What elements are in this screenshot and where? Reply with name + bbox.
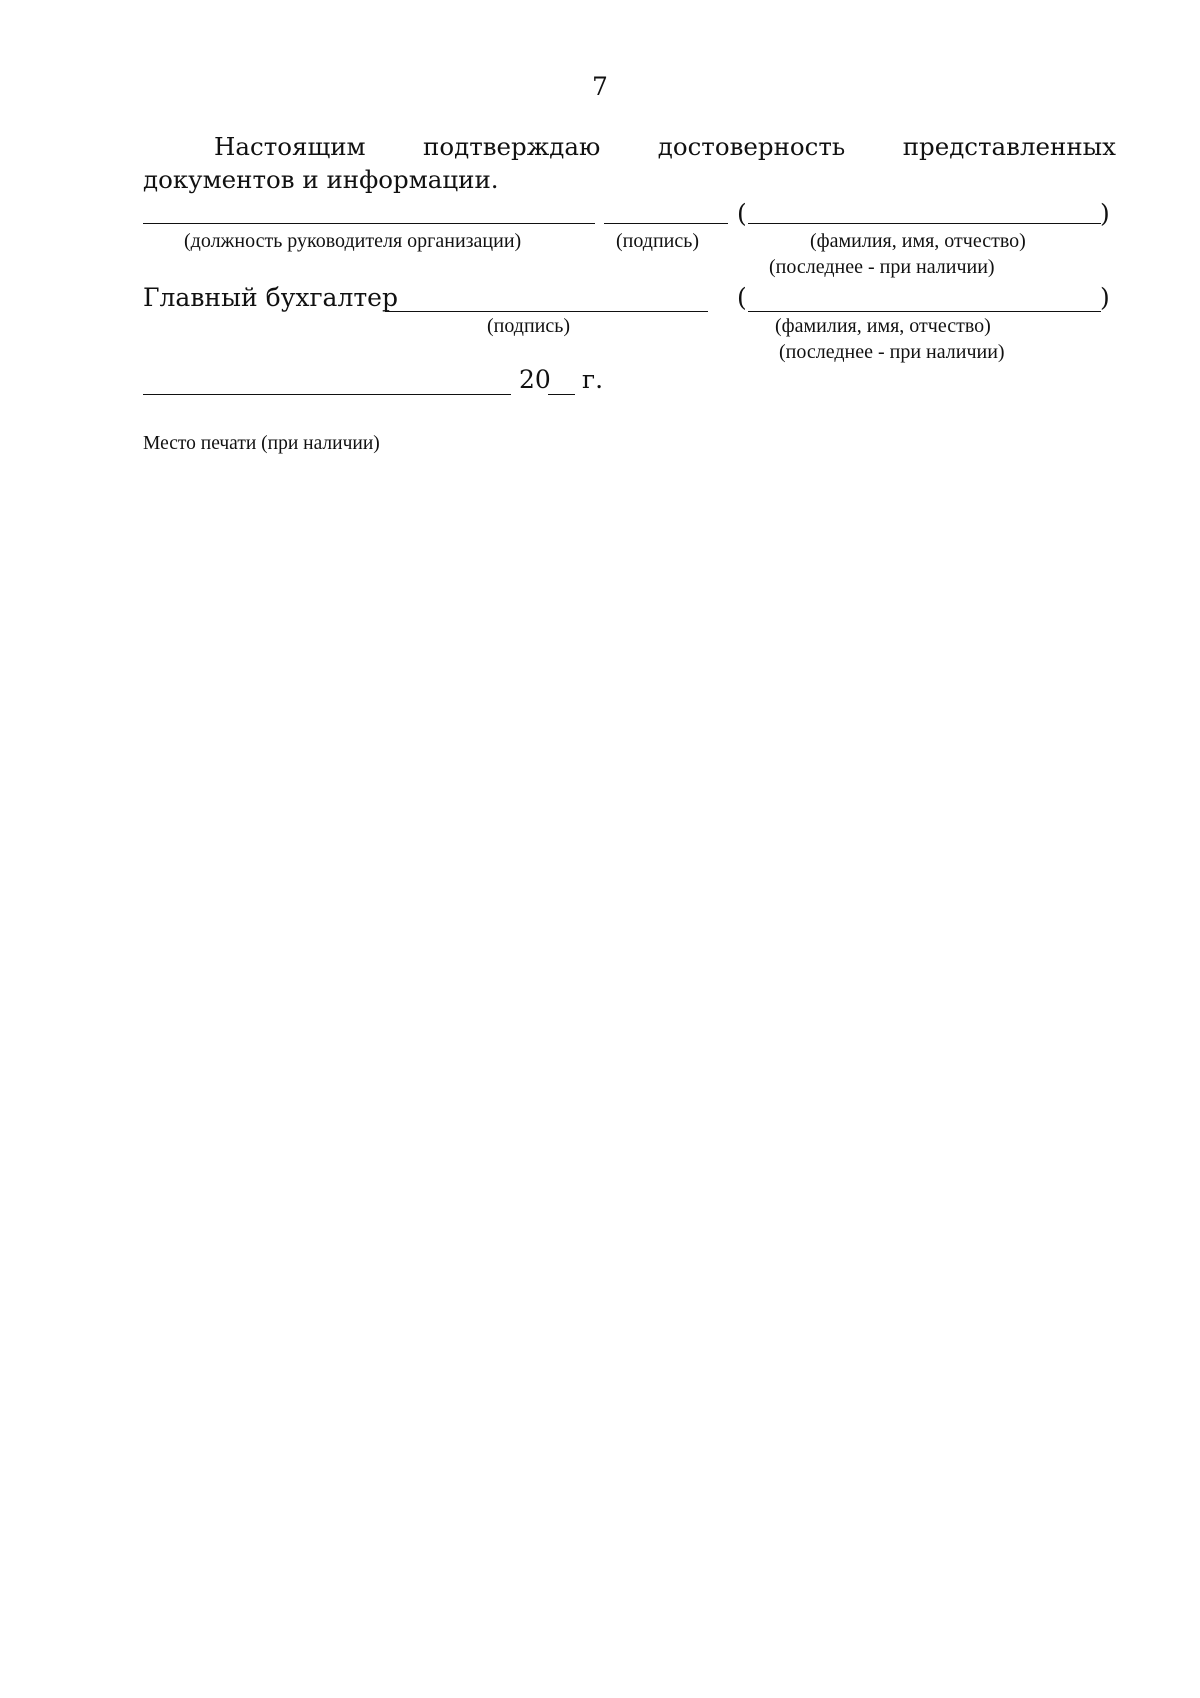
position-caption: (должность руководителя организации): [184, 230, 522, 252]
position-line[interactable]: [143, 223, 595, 224]
accountant-signature-line[interactable]: [385, 311, 708, 312]
head-name-caption-line2: (последнее - при наличии): [769, 256, 995, 278]
date-year-suffix: г.: [582, 365, 604, 394]
accountant-name-line[interactable]: [748, 311, 1101, 312]
accountant-signature-caption: (подпись): [487, 315, 571, 337]
head-name-line[interactable]: [748, 223, 1101, 224]
date-line[interactable]: [143, 394, 511, 395]
head-signature-caption: (подпись): [616, 230, 700, 252]
head-name-open-paren: (: [737, 199, 747, 228]
accountant-name-close-paren: ): [1100, 283, 1110, 312]
head-name-caption-line1: (фамилия, имя, отчество): [810, 230, 1026, 252]
stamp-place-label: Место печати (при наличии): [143, 433, 380, 454]
accountant-name-caption-line2: (последнее - при наличии): [779, 341, 1005, 363]
date-year-line[interactable]: [548, 394, 575, 395]
chief-accountant-label: Главный бухгалтер: [143, 283, 398, 312]
date-year-prefix: 20: [519, 365, 551, 394]
confirmation-paragraph: Настоящим подтверждаю достоверность представленных документов и информации.: [143, 132, 1116, 194]
head-name-close-paren: ): [1100, 199, 1110, 228]
head-signature-line[interactable]: [604, 223, 728, 224]
accountant-name-caption-line1: (фамилия, имя, отчество): [775, 315, 991, 337]
page-number: 7: [592, 72, 608, 101]
accountant-name-open-paren: (: [737, 283, 747, 312]
